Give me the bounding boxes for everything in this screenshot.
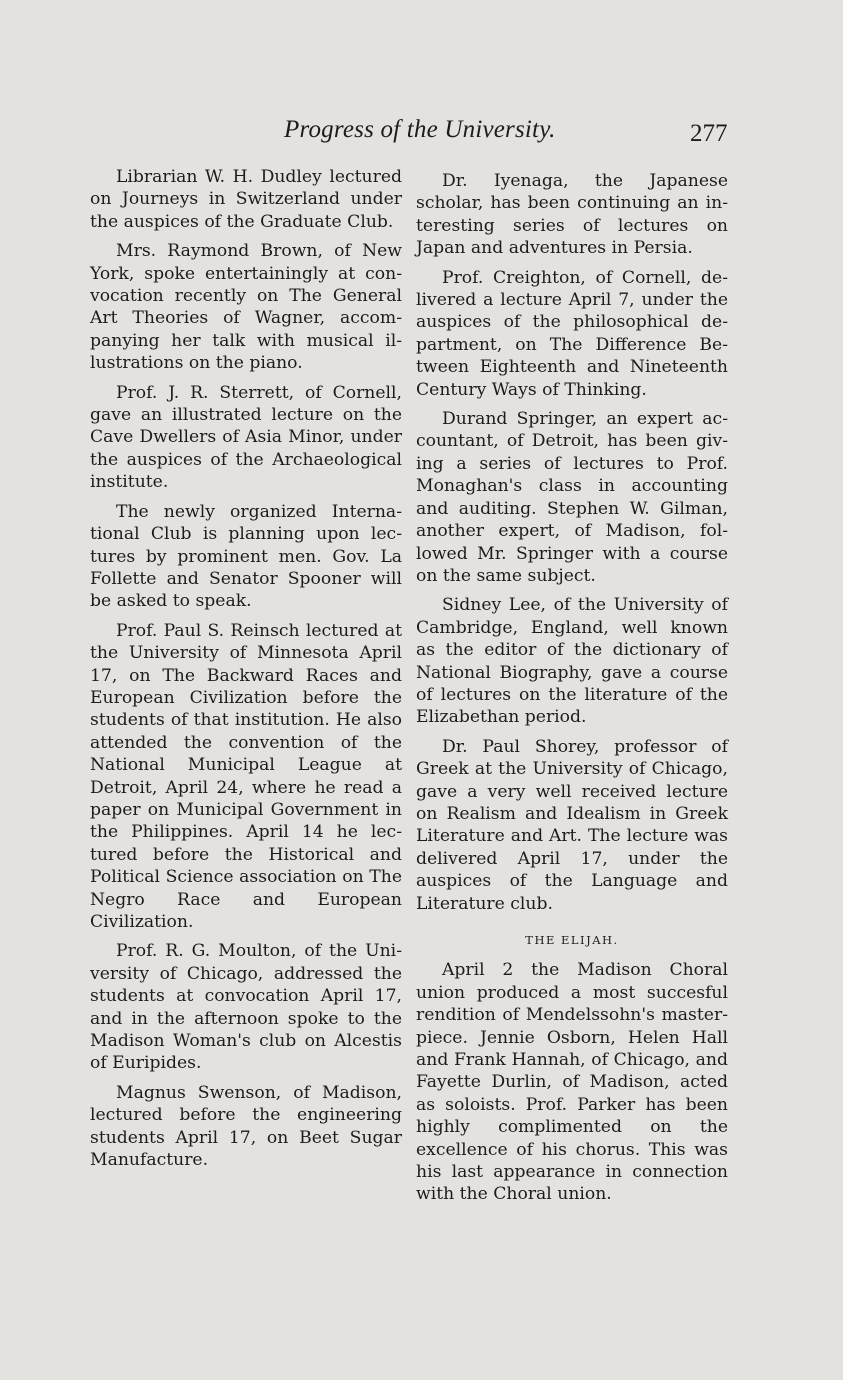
paragraph-springer: Durand Springer, an expert accountant, of Detroit, has been giving a series of lectures to Prof. Monaghan's class in accounting and auditing. Stephen W. Gilman, another expert, of Madison, followed Mr. Springer with a course on the same subject.: [416, 409, 728, 586]
paragraph-brown: Mrs. Raymond Brown, of New York, spoke entertainingly at convocation recently on The General Art Theories of Wagner, accompanying her talk with musical illustrations on the piano.: [90, 241, 402, 374]
paragraph-swenson: Magnus Swenson, of Madison, lectured before the engineering students April 17, on Beet Sugar Manufacture.: [90, 1082, 402, 1171]
left-column: [90, 166, 402, 1178]
paragraph-lee: Sidney Lee, of the University of Cambridge, England, well known as the editor of the dictionary of National Biography, gave a course of lectures on the literature of the Elizabethan period.: [416, 595, 728, 728]
paragraph-moulton: Prof. R. G. Moulton, of the University of Chicago, addressed the students at convocation April 17, and in the afternoon spoke to the Madison Woman's club on Alcestis of Euripides.: [90, 941, 402, 1074]
section-heading-elijah: THE ELIJAH.: [525, 933, 619, 947]
paragraph-reinsch: Prof. Paul S. Reinsch lectured at the University of Minnesota April 17, on The Backward Races and European Civilization before the students of that institution. He also attended the convention of the National Municipal League at Detroit, April 24, where he read a paper on Municipal Government in the Philippines. April 14 he lectured before the Historical and Political Science association on The Negro Race and European Civilization.: [90, 620, 402, 932]
paragraph-iyenaga: Dr. Iyenaga, the Japanese scholar, has been continuing an interesting series of lectures on Japan and adventures in Persia.: [416, 171, 728, 259]
paragraph-elijah: April 2 the Madison Choral union produced a most succesful rendition of Mendelssohn's masterpiece. Jennie Osborn, Helen Hall and Frank Hannah, of Chicago, and Fayette Durlin, of Madison, acted as soloists. Prof. Parker has been highly complimented on the excellence of his chorus. This was his last appearance in connection with the Choral union.: [416, 960, 728, 1205]
paragraph-international-club: The newly organized International Club is planning upon lectures by prominent men. Gov. La Follette and Senator Spooner will be asked to speak.: [90, 501, 402, 612]
paragraph-creighton: Prof. Creighton, of Cornell, delivered a lecture April 7, under the auspices of the philosophical department, on The Difference Between Eighteenth and Nineteenth Century Ways of Thinking.: [416, 267, 728, 400]
running-header-title: Progress of the University.: [284, 116, 556, 143]
paragraph-dudley: Librarian W. H. Dudley lectured on Journeys in Switzerland under the auspices of the Graduate Club.: [90, 167, 402, 232]
paragraph-shorey: Dr. Paul Shorey, professor of Greek at the University of Chicago, gave a very well received lecture on Realism and Idealism in Greek Literature and Art. The lecture was delivered April 17, under the auspices of the Language and Literature club.: [416, 736, 728, 914]
page-number: 277: [690, 120, 728, 147]
paragraph-sterrett: Prof. J. R. Sterrett, of Cornell, gave an illustrated lecture on the Cave Dwellers of Asia Minor, under the auspices of the Archaeological institute.: [90, 382, 402, 493]
right-column: [416, 170, 728, 1213]
